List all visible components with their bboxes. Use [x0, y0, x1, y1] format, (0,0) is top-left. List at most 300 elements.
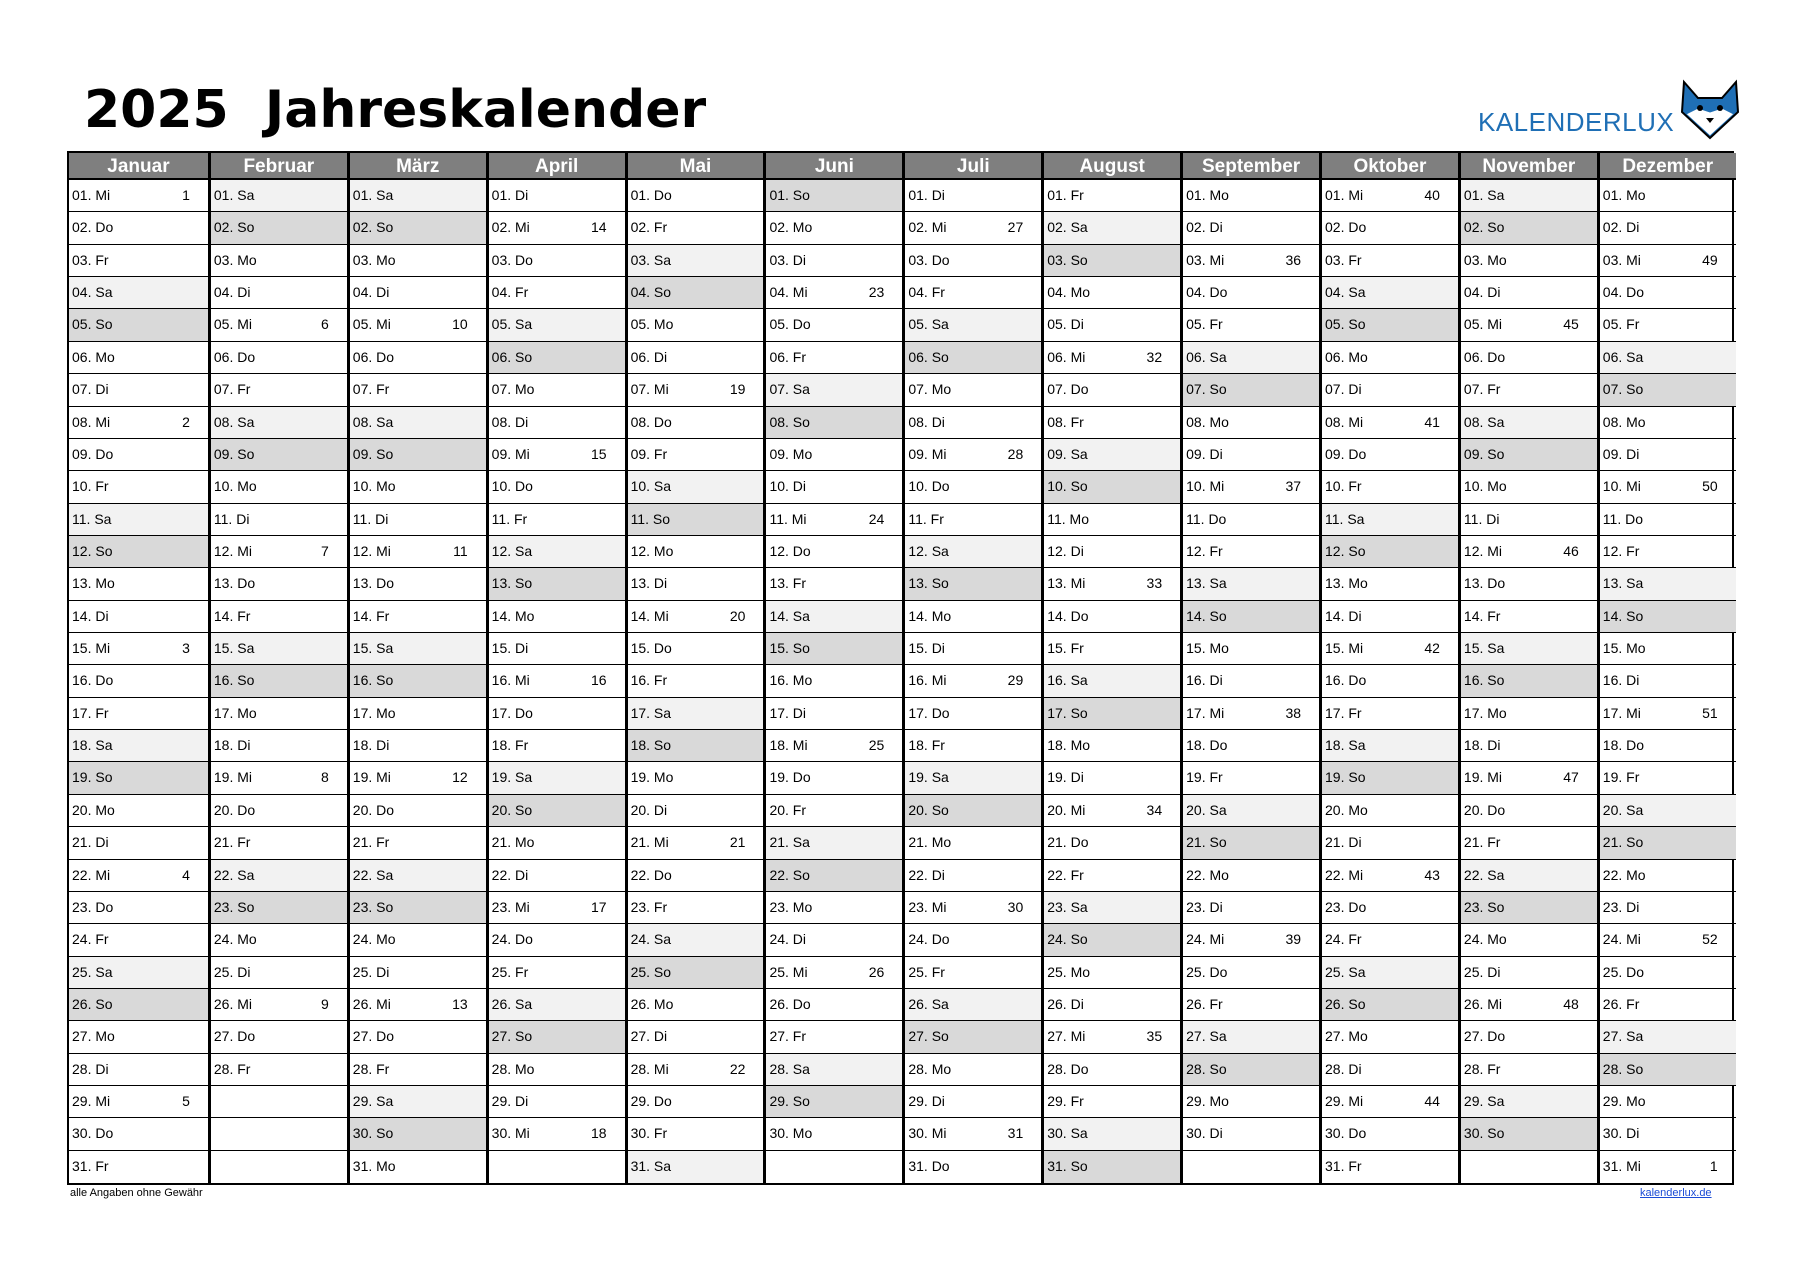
- day-cell: [1600, 665, 1736, 697]
- day-label: 14. Di: [72, 607, 109, 624]
- day-label: 01. Mi: [72, 187, 111, 203]
- day-label: 18. Di: [213, 737, 251, 754]
- day-cell: [1322, 568, 1458, 600]
- day-label: 14. Fr: [352, 607, 390, 624]
- day-label: 12. Mi: [213, 542, 253, 559]
- day-label: 26. Sa: [908, 995, 949, 1012]
- day-label: 15. Sa: [1463, 640, 1505, 657]
- day-cell: [489, 1118, 625, 1150]
- day-cell: [69, 730, 208, 762]
- day-cell: [766, 957, 902, 989]
- day-label: 01. Fr: [1047, 187, 1084, 203]
- day-cell: [211, 633, 347, 665]
- day-label: 20. Do: [1463, 801, 1506, 818]
- day-cell: [1044, 568, 1180, 600]
- day-label: 17. Do: [491, 704, 533, 721]
- day-label: 31. Do: [908, 1157, 950, 1174]
- day-label: 10. Fr: [72, 478, 109, 495]
- week-number: 48: [1563, 995, 1579, 1012]
- day-cell: [1600, 860, 1736, 892]
- day-cell: [350, 536, 486, 568]
- day-cell: [905, 989, 1041, 1021]
- day-label: 19. Fr: [1186, 769, 1223, 786]
- day-label: 30. Do: [1325, 1125, 1367, 1142]
- day-label: 11. Do: [1186, 510, 1227, 527]
- day-label: 01. Do: [630, 187, 672, 203]
- day-label: 02. Di: [1186, 219, 1223, 236]
- day-label: 11. Di: [213, 510, 250, 527]
- day-label: 20. Mi: [1047, 801, 1086, 818]
- day-label: 05. Do: [769, 316, 811, 333]
- day-label: 19. Do: [769, 769, 811, 786]
- day-label: 26. Fr: [1186, 995, 1223, 1012]
- day-cell: [1461, 212, 1597, 244]
- day-cell: [628, 342, 764, 374]
- day-label: 23. Do: [72, 898, 114, 915]
- website-link[interactable]: kalenderlux.de: [1640, 1187, 1712, 1199]
- day-label: 30. Sa: [1047, 1125, 1088, 1142]
- day-cell: [1461, 180, 1597, 212]
- day-label: 03. Do: [908, 251, 950, 268]
- day-label: 31. Fr: [1325, 1157, 1362, 1174]
- day-cell: [1600, 827, 1736, 859]
- day-label: 15. Do: [630, 640, 672, 657]
- day-cell: [766, 407, 902, 439]
- day-label: 05. Sa: [491, 316, 533, 333]
- day-cell: [489, 536, 625, 568]
- day-cell: [766, 212, 902, 244]
- day-cell: [211, 1054, 347, 1086]
- day-cell: [69, 957, 208, 989]
- day-cell: [1461, 342, 1597, 374]
- day-cell: [69, 698, 208, 730]
- day-label: 17. Fr: [72, 704, 109, 721]
- week-number: 17: [590, 898, 607, 915]
- day-cell: [1183, 892, 1319, 924]
- day-label: 22. Di: [908, 866, 945, 883]
- week-number: 50: [1702, 478, 1718, 495]
- day-cell: [905, 1151, 1041, 1183]
- day-cell: [1322, 730, 1458, 762]
- day-cell: [350, 601, 486, 633]
- day-cell: [69, 536, 208, 568]
- day-cell: [1322, 212, 1458, 244]
- day-cell: [489, 1151, 625, 1183]
- week-number: 35: [1146, 1028, 1163, 1045]
- day-cell: [1322, 827, 1458, 859]
- day-label: 25. Do: [1186, 963, 1228, 980]
- day-label: 16. Do: [72, 672, 114, 689]
- day-label: 22. Mi: [72, 866, 111, 883]
- day-label: 27. Mo: [1325, 1028, 1368, 1045]
- day-cell: [1461, 536, 1597, 568]
- day-cell: [905, 892, 1041, 924]
- day-label: 25. So: [630, 963, 672, 980]
- day-label: 05. Mi: [1463, 316, 1503, 333]
- day-cell: [628, 568, 764, 600]
- day-cell: [1044, 504, 1180, 536]
- day-label: 11. Di: [1463, 510, 1500, 527]
- day-label: 04. Di: [352, 284, 390, 301]
- day-label: 07. Di: [72, 381, 109, 398]
- day-label: 18. Fr: [908, 737, 945, 754]
- day-cell: [350, 212, 486, 244]
- day-cell: [905, 1086, 1041, 1118]
- day-label: 16. Di: [1186, 672, 1223, 689]
- day-label: 15. Sa: [213, 640, 255, 657]
- day-label: 14. Di: [1325, 607, 1362, 624]
- day-cell: [628, 309, 764, 341]
- day-cell: [211, 1021, 347, 1053]
- day-label: 08. Mi: [1325, 413, 1364, 430]
- day-label: 13. Sa: [1602, 575, 1644, 592]
- day-label: 01. Di: [908, 187, 945, 203]
- day-label: 15. Di: [908, 640, 945, 657]
- day-cell: [1044, 277, 1180, 309]
- day-cell: [1461, 860, 1597, 892]
- day-label: 18. Do: [1186, 737, 1228, 754]
- day-label: 12. Fr: [1602, 542, 1640, 559]
- day-cell: [766, 795, 902, 827]
- day-label: 03. Do: [491, 251, 533, 268]
- day-label: 02. Mo: [769, 219, 813, 236]
- day-label: 04. Do: [1602, 284, 1645, 301]
- day-label: 06. Mi: [1047, 348, 1086, 365]
- month-header: November: [1461, 153, 1597, 180]
- day-label: 29. Mo: [1186, 1093, 1229, 1110]
- day-label: 18. Sa: [1325, 737, 1366, 754]
- day-cell: [1322, 795, 1458, 827]
- day-cell: [69, 1054, 208, 1086]
- day-label: 30. Fr: [630, 1125, 668, 1142]
- day-cell: [69, 439, 208, 471]
- day-label: 28. Di: [72, 1060, 109, 1077]
- day-label: 21. Mo: [908, 834, 952, 851]
- day-cell: [1322, 1118, 1458, 1150]
- week-number: 5: [182, 1093, 190, 1110]
- day-cell: [211, 957, 347, 989]
- day-label: 07. Fr: [1463, 381, 1501, 398]
- day-label: 17. Mo: [352, 704, 396, 721]
- day-cell: [905, 245, 1041, 277]
- day-cell: [1044, 989, 1180, 1021]
- day-cell: [766, 860, 902, 892]
- day-cell: [69, 892, 208, 924]
- day-cell: [905, 212, 1041, 244]
- day-label: 11. Sa: [72, 510, 112, 527]
- day-cell: [1044, 1086, 1180, 1118]
- day-cell: [1322, 245, 1458, 277]
- day-cell: [489, 342, 625, 374]
- day-label: 12. Di: [1047, 542, 1084, 559]
- day-cell: [1461, 827, 1597, 859]
- day-cell: [1322, 762, 1458, 794]
- day-cell: [766, 1151, 902, 1183]
- day-cell: [211, 374, 347, 406]
- day-cell: [350, 665, 486, 697]
- day-label: 13. So: [908, 575, 949, 592]
- day-label: 24. Fr: [1325, 931, 1362, 948]
- day-cell: [1600, 439, 1736, 471]
- day-cell: [905, 374, 1041, 406]
- day-label: 02. So: [1463, 219, 1505, 236]
- day-cell: [350, 1151, 486, 1183]
- day-cell: [628, 795, 764, 827]
- day-cell: [905, 1054, 1041, 1086]
- day-label: 05. Di: [1047, 316, 1084, 333]
- day-cell: [350, 924, 486, 956]
- day-label: 18. Di: [1463, 737, 1501, 754]
- day-label: 10. Do: [491, 478, 533, 495]
- day-cell: [1044, 471, 1180, 503]
- day-cell: [1600, 309, 1736, 341]
- day-label: 31. So: [1047, 1157, 1088, 1174]
- day-label: 23. Di: [1186, 898, 1223, 915]
- day-label: 04. Di: [213, 284, 251, 301]
- day-label: 07. Mo: [908, 381, 952, 398]
- day-cell: [766, 1086, 902, 1118]
- day-label: 05. Fr: [1602, 316, 1640, 333]
- day-cell: [1322, 439, 1458, 471]
- month-header: Mai: [628, 153, 764, 180]
- day-label: 06. Do: [1463, 348, 1506, 365]
- day-cell: [1600, 633, 1736, 665]
- day-label: 17. Fr: [1325, 704, 1362, 721]
- day-cell: [1600, 374, 1736, 406]
- day-label: 18. Mi: [769, 737, 808, 754]
- day-cell: [1044, 795, 1180, 827]
- day-label: 16. Sa: [1047, 672, 1088, 689]
- month-header: Juli: [905, 153, 1041, 180]
- day-cell: [69, 924, 208, 956]
- day-label: 01. Sa: [213, 187, 255, 203]
- day-cell: [905, 342, 1041, 374]
- day-cell: [628, 1054, 764, 1086]
- week-number: 13: [452, 995, 468, 1012]
- day-label: 07. So: [1602, 381, 1644, 398]
- day-cell: [211, 504, 347, 536]
- day-cell: [1600, 989, 1736, 1021]
- day-cell: [1183, 665, 1319, 697]
- day-cell: [1322, 374, 1458, 406]
- day-cell: [211, 568, 347, 600]
- day-label: 06. So: [908, 348, 949, 365]
- day-label: 05. Mi: [352, 316, 391, 333]
- month-column-august: [1041, 153, 1180, 1183]
- day-label: 10. So: [1047, 478, 1088, 495]
- day-label: 30. Mo: [769, 1125, 813, 1142]
- day-label: 28. Fr: [1463, 1060, 1501, 1077]
- day-label: 17. Mi: [1186, 704, 1225, 721]
- day-cell: [1044, 342, 1180, 374]
- day-cell: [905, 924, 1041, 956]
- day-cell: [905, 665, 1041, 697]
- day-cell: [905, 860, 1041, 892]
- day-label: 09. Do: [72, 445, 114, 462]
- day-cell: [211, 471, 347, 503]
- month-column-september: [1180, 153, 1319, 1183]
- day-cell: [1322, 407, 1458, 439]
- day-cell: [211, 762, 347, 794]
- day-label: 28. Sa: [769, 1060, 810, 1077]
- day-label: 24. So: [1047, 931, 1088, 948]
- day-label: 03. Mo: [352, 251, 396, 268]
- day-label: 02. Mi: [491, 219, 530, 236]
- day-cell: [69, 1151, 208, 1183]
- day-label: 15. Di: [491, 640, 529, 657]
- month-column-januar: [69, 153, 208, 1183]
- day-label: 17. Di: [769, 704, 807, 721]
- day-label: 28. Fr: [213, 1060, 251, 1077]
- day-label: 08. Do: [630, 413, 672, 430]
- day-cell: [489, 1021, 625, 1053]
- day-label: 27. Do: [352, 1028, 395, 1045]
- day-label: 04. So: [630, 284, 672, 301]
- day-cell: [1044, 957, 1180, 989]
- day-cell: [69, 568, 208, 600]
- day-label: 19. So: [72, 769, 113, 786]
- day-label: 27. Do: [213, 1028, 256, 1045]
- day-label: 25. Fr: [908, 963, 945, 980]
- day-label: 21. So: [1602, 834, 1644, 851]
- day-label: 19. Fr: [1602, 769, 1640, 786]
- day-cell: [350, 762, 486, 794]
- day-cell: [1183, 407, 1319, 439]
- day-cell: [1461, 1021, 1597, 1053]
- day-cell: [69, 180, 208, 212]
- day-label: 27. Sa: [1602, 1028, 1644, 1045]
- day-cell: [628, 601, 764, 633]
- day-label: 15. Fr: [1047, 640, 1084, 657]
- day-label: 09. Do: [1325, 445, 1367, 462]
- day-cell: [905, 277, 1041, 309]
- day-label: 19. Mi: [352, 769, 391, 786]
- day-cell: [1044, 180, 1180, 212]
- day-label: 24. Mo: [213, 931, 257, 948]
- day-label: 21. Do: [1047, 834, 1089, 851]
- day-cell: [211, 1118, 347, 1150]
- day-label: 10. Mo: [352, 478, 396, 495]
- day-cell: [1044, 924, 1180, 956]
- day-label: 05. So: [1325, 316, 1366, 333]
- day-label: 13. So: [491, 575, 533, 592]
- day-label: 02. Do: [1325, 219, 1367, 236]
- day-cell: [1600, 245, 1736, 277]
- day-label: 23. So: [213, 898, 255, 915]
- day-cell: [766, 180, 902, 212]
- day-label: 24. Fr: [72, 931, 109, 948]
- day-cell: [489, 309, 625, 341]
- day-cell: [766, 536, 902, 568]
- month-column-mai: [625, 153, 764, 1183]
- day-label: 14. Sa: [769, 607, 810, 624]
- day-cell: [350, 439, 486, 471]
- day-cell: [1600, 504, 1736, 536]
- day-label: 21. Fr: [213, 834, 251, 851]
- day-label: 04. Sa: [72, 284, 113, 301]
- day-cell: [1183, 860, 1319, 892]
- month-header: Oktober: [1322, 153, 1458, 180]
- day-label: 28. Mo: [908, 1060, 952, 1077]
- day-cell: [1600, 892, 1736, 924]
- week-number: 42: [1424, 640, 1440, 657]
- day-cell: [69, 1086, 208, 1118]
- day-cell: [628, 245, 764, 277]
- day-label: 08. Di: [908, 413, 945, 430]
- day-cell: [350, 277, 486, 309]
- day-label: 11. Mi: [769, 510, 807, 527]
- day-label: 15. Mi: [72, 640, 111, 657]
- day-label: 07. Fr: [213, 381, 251, 398]
- day-label: 17. Do: [908, 704, 950, 721]
- day-cell: [905, 180, 1041, 212]
- day-cell: [1600, 1054, 1736, 1086]
- day-cell: [489, 795, 625, 827]
- week-number: 51: [1702, 704, 1718, 721]
- day-label: 16. Di: [1602, 672, 1640, 689]
- day-cell: [350, 860, 486, 892]
- day-cell: [766, 633, 902, 665]
- day-label: 14. Fr: [1463, 607, 1501, 624]
- day-cell: [1600, 536, 1736, 568]
- day-cell: [766, 892, 902, 924]
- day-cell: [1461, 1118, 1597, 1150]
- month-column-november: [1458, 153, 1597, 1183]
- week-number: 21: [729, 834, 746, 851]
- day-cell: [1322, 633, 1458, 665]
- day-label: 21. Di: [72, 834, 109, 851]
- day-cell: [350, 568, 486, 600]
- day-cell: [628, 698, 764, 730]
- day-cell: [350, 374, 486, 406]
- day-cell: [628, 471, 764, 503]
- day-cell: [211, 892, 347, 924]
- day-label: 10. Mo: [213, 478, 257, 495]
- day-cell: [69, 374, 208, 406]
- day-label: 29. So: [769, 1093, 810, 1110]
- day-label: 28. Fr: [352, 1060, 390, 1077]
- week-number: 7: [320, 542, 329, 559]
- day-cell: [1322, 892, 1458, 924]
- day-label: 12. Mo: [630, 542, 674, 559]
- day-cell: [1600, 568, 1736, 600]
- day-cell: [766, 504, 902, 536]
- day-label: 13. Do: [352, 575, 395, 592]
- page-title: 2025 Jahreskalender: [84, 80, 707, 140]
- day-cell: [489, 180, 625, 212]
- day-cell: [489, 439, 625, 471]
- day-cell: [1183, 374, 1319, 406]
- day-label: 20. Do: [213, 801, 256, 818]
- day-label: 26. So: [72, 995, 113, 1012]
- day-label: 23. Sa: [1047, 898, 1088, 915]
- month-header: März: [350, 153, 486, 180]
- day-label: 28. So: [1186, 1060, 1227, 1077]
- day-label: 03. Fr: [72, 251, 109, 268]
- day-cell: [489, 568, 625, 600]
- day-label: 27. So: [908, 1028, 949, 1045]
- day-cell: [489, 407, 625, 439]
- day-cell: [905, 1021, 1041, 1053]
- day-cell: [1183, 471, 1319, 503]
- day-cell: [1600, 730, 1736, 762]
- day-cell: [1461, 989, 1597, 1021]
- day-cell: [1600, 795, 1736, 827]
- day-label: 02. Di: [1602, 219, 1640, 236]
- day-cell: [1600, 957, 1736, 989]
- day-label: 09. Fr: [630, 445, 668, 462]
- day-cell: [628, 762, 764, 794]
